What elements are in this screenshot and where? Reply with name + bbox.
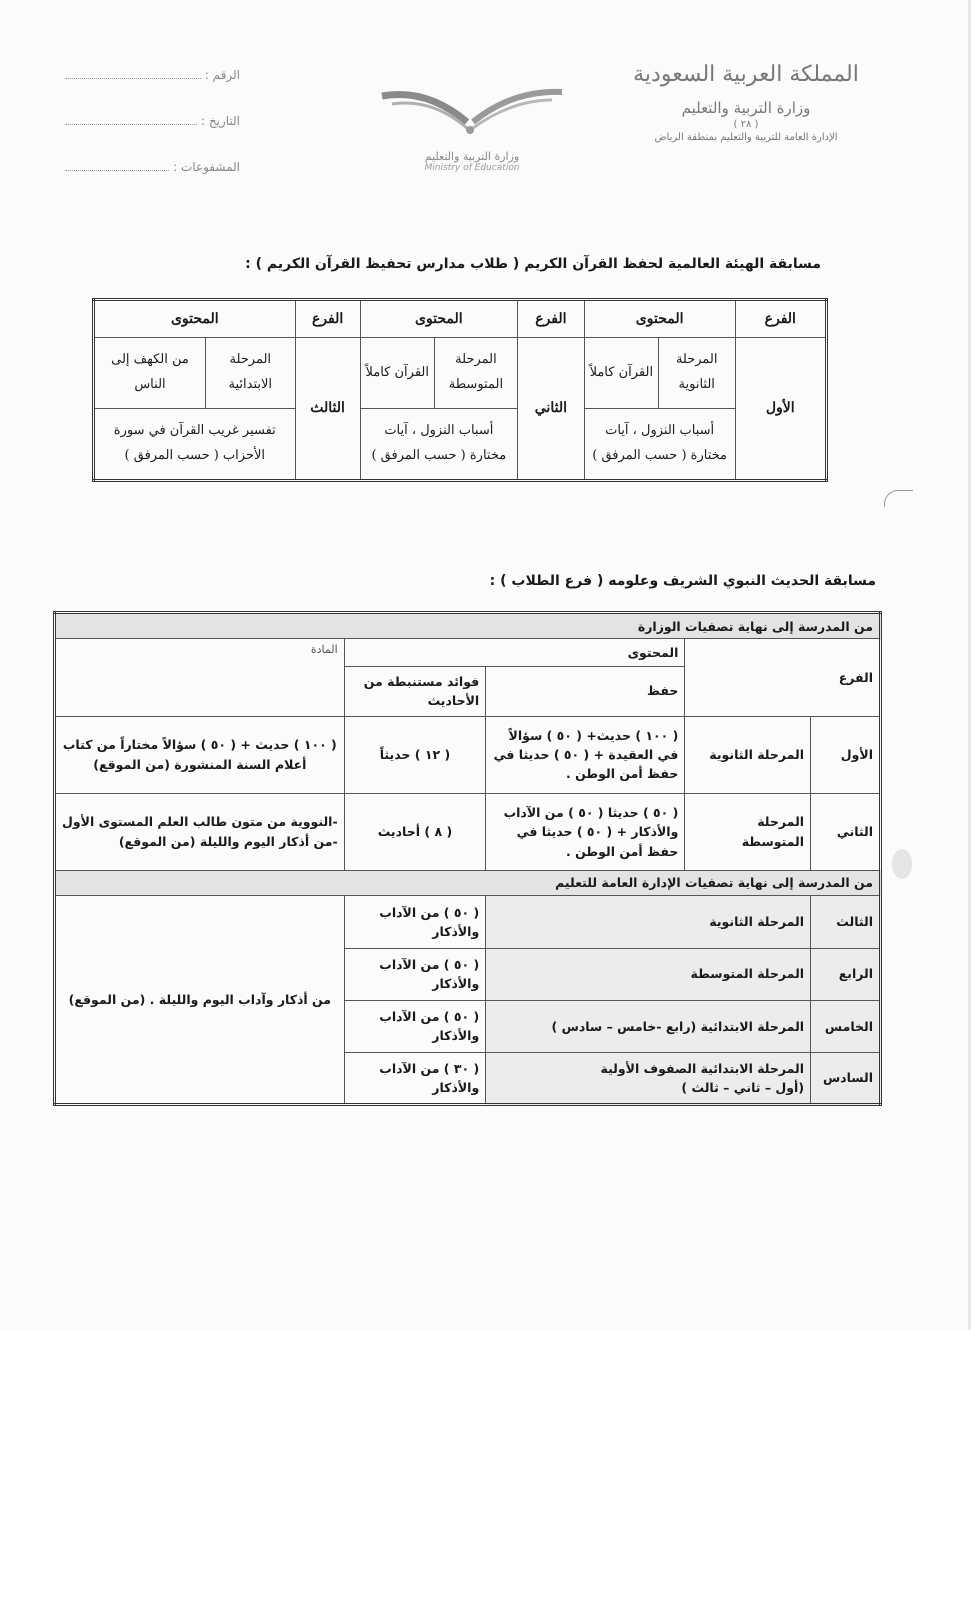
directorate-name: الإدارة العامة للتربية والتعليم بمنطقة الرياض: [654, 132, 838, 143]
extra-content-cell: أسباب النزول ، آيات مختارة ( حسب المرفق ): [584, 408, 735, 480]
merged-subject-cell: من أذكار وآداب اليوم والليلة . (من الموقع): [55, 896, 345, 1105]
header-content: المحتوى: [94, 300, 296, 338]
header-memorize: حفظ: [486, 666, 685, 716]
branch-cell: الثالث: [295, 338, 360, 481]
subject-line: -من أذكار اليوم والليلة (من الموقع): [118, 833, 338, 849]
stage-band: من المدرسة إلى نهاية تصفيات الوزارة: [55, 613, 881, 639]
adab-cell: ( ٥٠ ) من الآداب والأذكار: [344, 896, 486, 948]
memorize-cell: ( ١٠٠ ) حديث+ ( ٥٠ ) سؤالاً في العقيدة + ( ٥٠ ) حديثا في حفظ أمن الوطن .: [486, 716, 685, 793]
benefits-cell: ( ٨ ) أحاديث: [344, 793, 486, 870]
branch-cell: الثاني: [518, 338, 585, 481]
stage-cell: المرحلة الثانوية: [486, 896, 811, 948]
section2-title: مسابقة الحديث النبوي الشريف وعلومه ( فرع الطلاب ) :: [489, 573, 876, 589]
memorize-cell: ( ٥٠ ) حديثا ( ٥٠ ) من الآداب والأذكار + ( ٥٠ ) حديثا في حفظ أمن الوطن .: [486, 793, 685, 870]
book-logo-icon: [377, 82, 567, 140]
hadith-competition-table: [53, 611, 882, 1106]
logo-arabic-text: وزارة التربية والتعليم: [424, 150, 520, 163]
stage-cell: المرحلة الابتدائية (رابع -خامس – سادس ): [486, 1000, 811, 1052]
subject-line: -النووية من متون طالب العلم المستوى الأول: [62, 814, 338, 830]
header-content: المحتوى: [584, 300, 735, 338]
binder-hole-mark: [892, 849, 912, 879]
stage-cell: [486, 1052, 811, 1104]
branch-cell: الرابع: [811, 948, 881, 1000]
branch-cell: الثالث: [811, 896, 881, 948]
branch-cell: الأول: [811, 716, 881, 793]
branch-cell: الخامس: [811, 1000, 881, 1052]
header-branch: الفرع: [685, 639, 881, 716]
benefits-cell: ( ١٢ ) حديثاً: [344, 716, 486, 793]
subject-cell: ( ١٠٠ ) حديث + ( ٥٠ ) سؤالاً مختاراً من كتاب أعلام السنة المنشورة (من الموقع): [55, 716, 345, 793]
stage-cell: المرحلة الثانوية: [658, 338, 735, 409]
binder-hole-mark: [884, 490, 913, 507]
logo-english-text: Ministry of Education: [424, 163, 520, 173]
header-branch: الفرع: [295, 300, 360, 338]
section1-title: مسابقة الهيئة العالمية لحفظ القرآن الكريم ( طلاب مدارس تحفيظ القرآن الكريم ) :: [245, 256, 821, 272]
branch-cell: السادس: [811, 1052, 881, 1104]
stage-cell: المرحلة المتوسطة: [685, 793, 811, 870]
stage-cell: المرحلة الابتدائية: [205, 338, 295, 409]
ministry-logo: [372, 82, 572, 182]
quran-cell: من الكهف إلى الناس: [94, 338, 206, 409]
header-branch: الفرع: [735, 300, 826, 338]
branch-cell: الثاني: [811, 793, 881, 870]
stage-cell: المرحلة الثانوية: [685, 716, 811, 793]
extra-content-cell: أسباب النزول ، آيات مختارة ( حسب المرفق ): [360, 408, 517, 480]
header-branch: الفرع: [518, 300, 585, 338]
quran-cell: القرآن كاملاً: [360, 338, 434, 409]
number-field: الرقم :: [65, 68, 240, 114]
stage-cell: المرحلة المتوسطة: [434, 338, 517, 409]
stage-cell: المرحلة المتوسطة: [486, 948, 811, 1000]
stage-line: (أول – ثاني – ثالث ): [681, 1079, 805, 1095]
ministry-name: وزارة التربية والتعليم: [681, 99, 811, 117]
reference-fields: [65, 68, 240, 206]
directorate-code: ( ٢٨ ): [733, 119, 759, 130]
kingdom-name: المملكة العربية السعودية: [633, 62, 859, 87]
adab-cell: ( ٥٠ ) من الآداب والأذكار: [344, 1000, 486, 1052]
letterhead: [616, 62, 876, 143]
quran-competition-table: [92, 298, 828, 482]
date-field: التاريخ :: [65, 114, 240, 160]
extra-content-cell: تفسير غريب القرآن في سورة الأحزاب ( حسب المرفق ): [94, 408, 296, 480]
stage-line: المرحلة الابتدائية الصفوف الأولية: [600, 1060, 805, 1076]
branch-cell: الأول: [735, 338, 826, 481]
header-content: المحتوى: [344, 639, 685, 666]
stage-band: من المدرسة إلى نهاية تصفيات الإدارة العامة للتعليم: [55, 870, 881, 895]
header-content: المحتوى: [360, 300, 517, 338]
subject-cell: [55, 793, 345, 870]
header-subject: المادة: [55, 639, 345, 716]
header-benefits: فوائد مستنبطة من الأحاديث: [344, 666, 486, 716]
attachments-field: المشفوعات :: [65, 160, 240, 206]
quran-cell: القرآن كاملاً: [584, 338, 658, 409]
adab-cell: ( ٥٠ ) من الآداب والأذكار: [344, 948, 486, 1000]
adab-cell: ( ٣٠ ) من الآداب والأذكار: [344, 1052, 486, 1104]
